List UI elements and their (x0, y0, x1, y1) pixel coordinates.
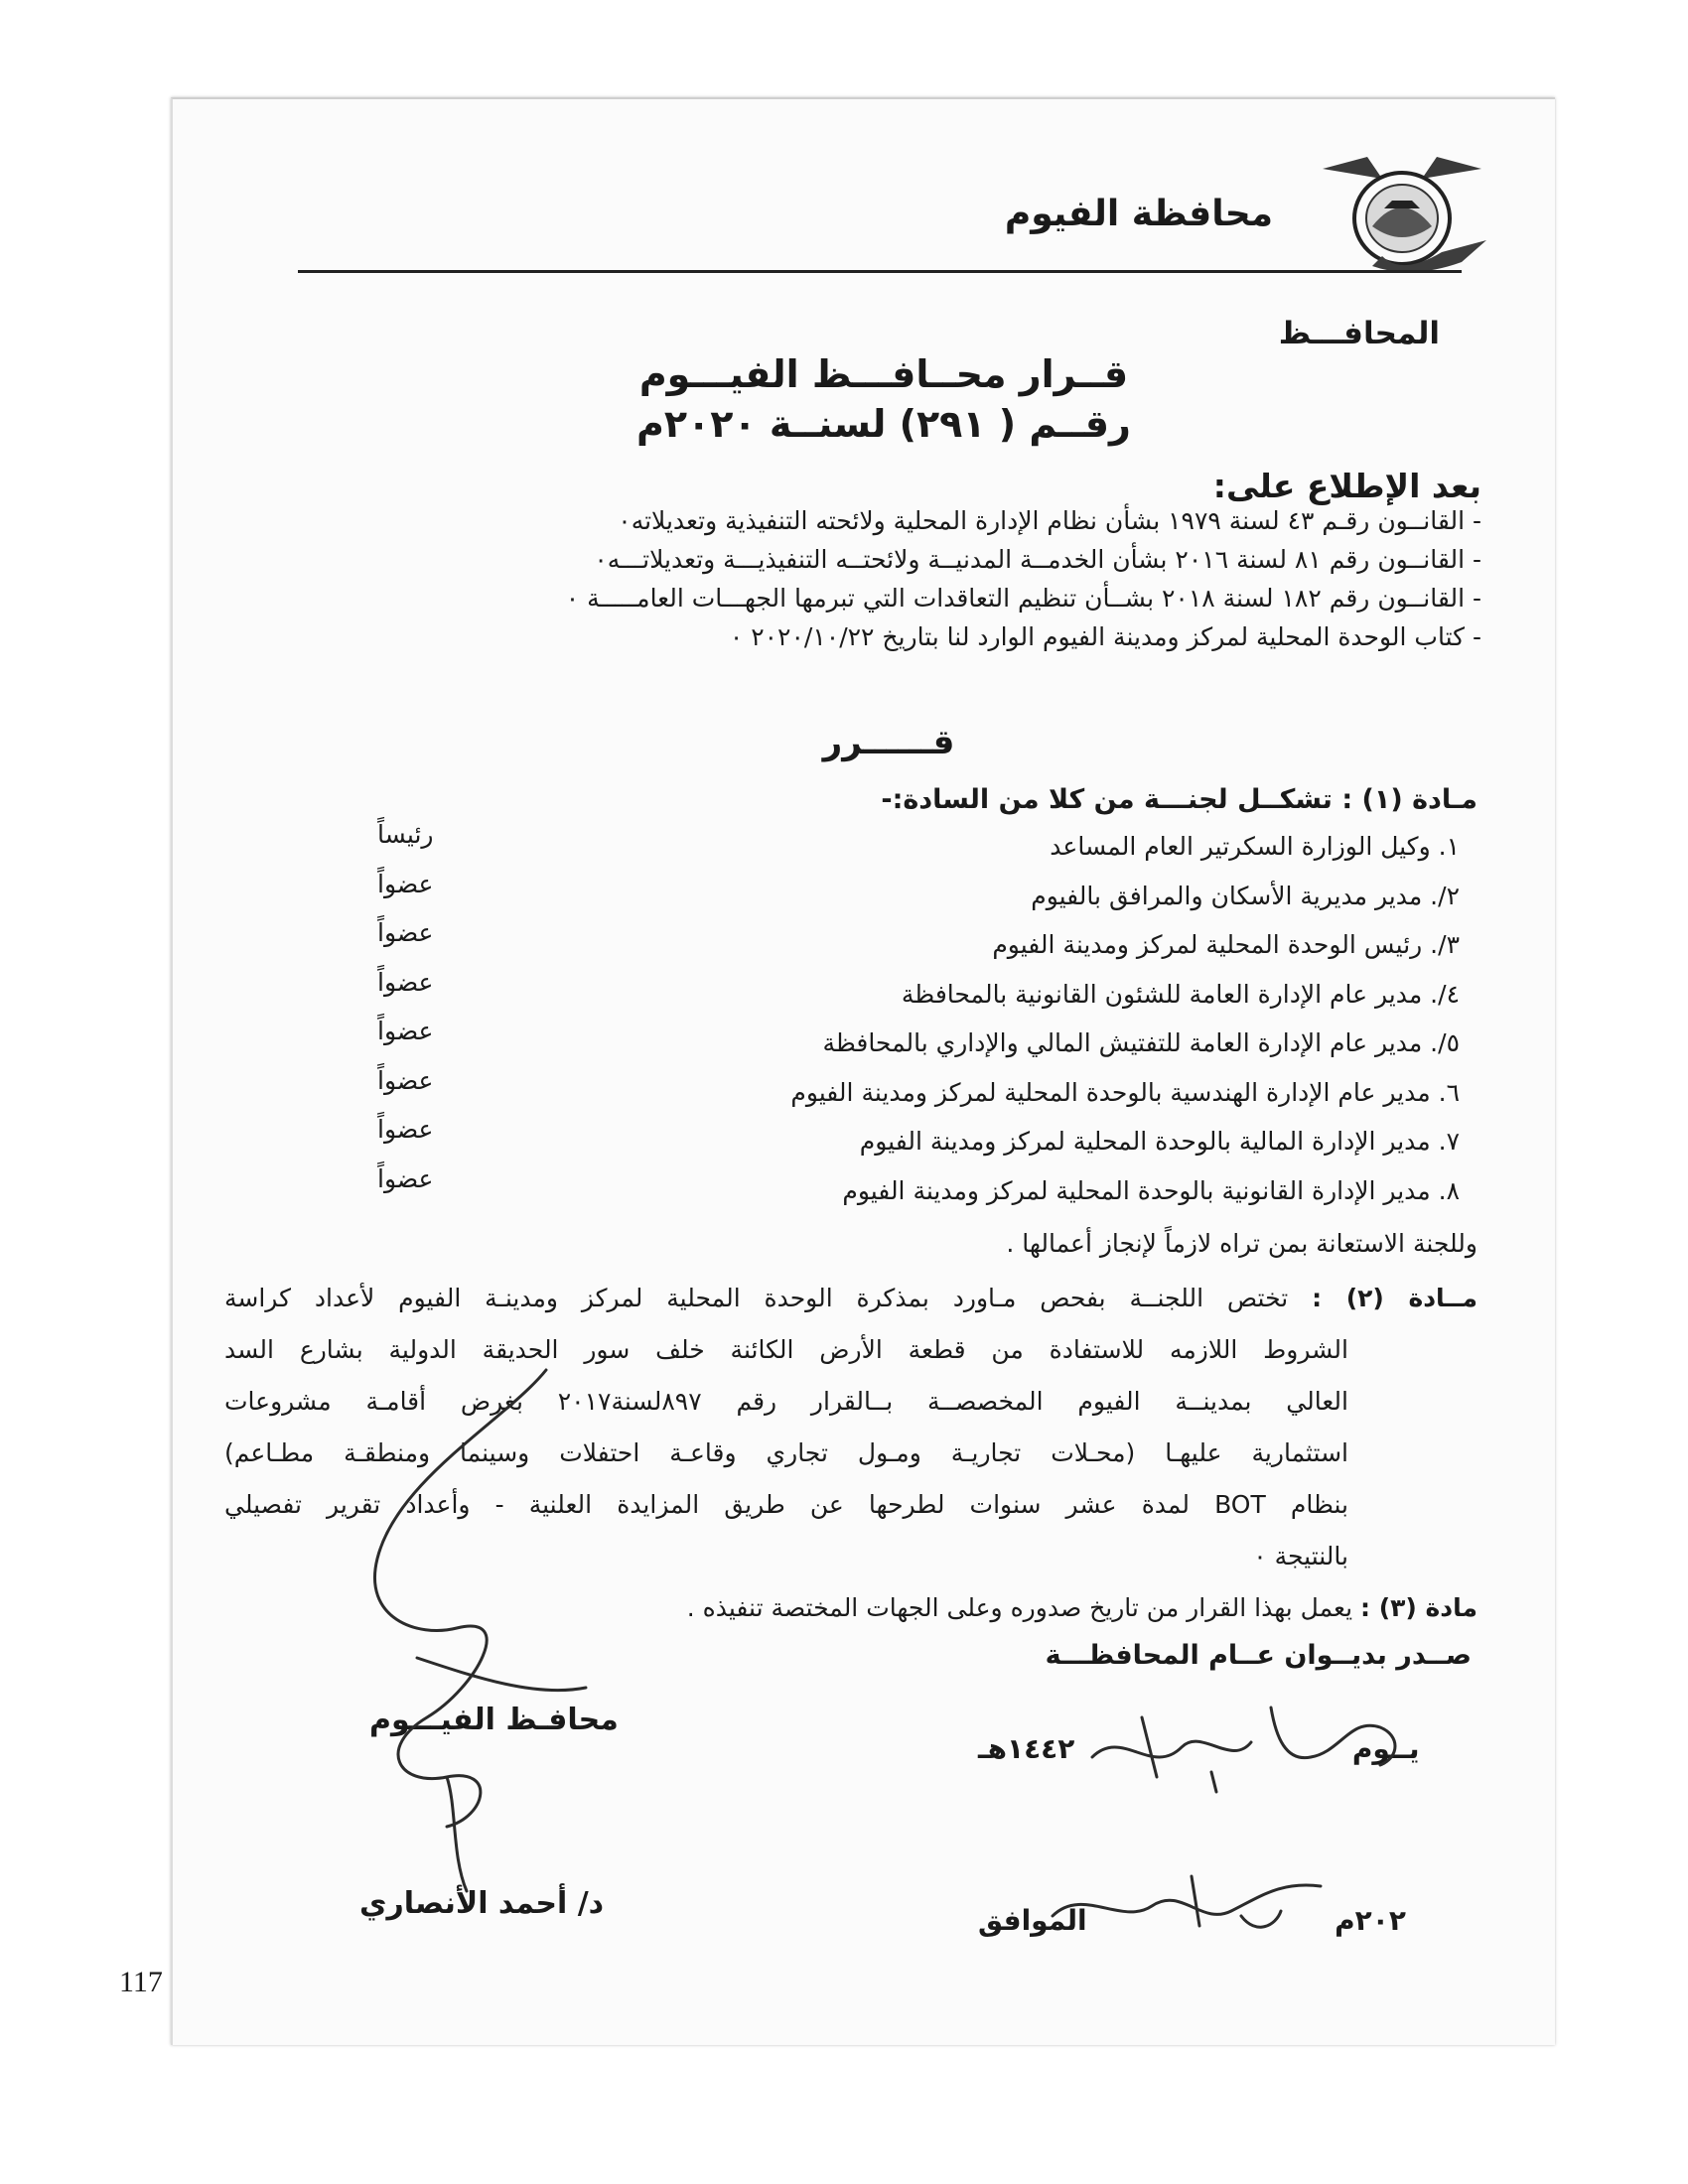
header-divider (298, 270, 1462, 273)
committee-member (377, 1065, 1460, 1122)
article-1-heading: مـادة (١) : تشكــل لجنـــة من كلا من السادة:- (881, 784, 1477, 815)
office-title: المحافـــظ (1278, 316, 1440, 351)
member-name: ٥/. مدير عام الإدارة العامة للتفتيش المالي والإداري بالمحافظة (822, 1028, 1460, 1057)
handwritten-hijri-date (1082, 1688, 1420, 1797)
reference-item: - القانــون رقـم ٤٣ لسنة ١٩٧٩ بشأن نظام الإدارة المحلية ولائحته التنفيذية وتعديلاته٠ (618, 506, 1481, 535)
article-3-label: مادة (٣) : (1360, 1593, 1477, 1622)
gregorian-date-year: ٢٠٢م (1335, 1904, 1406, 1937)
member-name: ٧. مدير الإدارة المالية بالوحدة المحلية لمركز ومدينة الفيوم (859, 1127, 1460, 1156)
decision-number: رقــم ( ٢٩١) لسنــة ٢٠٢٠م (636, 402, 1131, 446)
article-2-line: الشروط اللازمه للاستفادة من قطعة الأرض الكائنة خلف سور الحديقة الدولية بشارع السد (224, 1335, 1348, 1364)
article-2-line: استثمارية عليهـا (محـلات تجاريـة ومـول تجاري وقاعـة احتفلات وسينما ومنطقـة مطـاعم) (224, 1438, 1348, 1467)
member-role: عضواً (377, 1017, 434, 1045)
page-number: 117 (119, 1966, 163, 1998)
member-role: عضواً (377, 967, 434, 997)
signatory-title: محافـظ الفيـــوم (369, 1703, 619, 1737)
decided-heading: قــــــرر (822, 723, 955, 762)
article-2-label: مــادة (٢) : (1312, 1284, 1477, 1312)
committee-member (377, 869, 1460, 925)
handwritten-signature (357, 1360, 616, 1896)
reference-item: - القانــون رقم ١٨٢ لسنة ٢٠١٨ بشــأن تنظيم التعاقدات التي تبرمها الجهـــات العامـــــة ٠ (565, 584, 1481, 613)
article-2-line: العالي بمدينــة الفيوم المخصصــة بــالقرار رقم ٨٩٧لسنة٢٠١٧ بغرض أقامـة مشروعات (224, 1387, 1348, 1416)
member-name: ٤/. مدير عام الإدارة العامة للشئون القانونية بالمحافظة (901, 979, 1460, 1009)
article-2-line: تختص اللجنــة بفحص مـاورد بمذكرة الوحدة المحلية لمركز ومدينـة الفيوم لأعداد كراسة (224, 1284, 1289, 1312)
committee-member (377, 820, 1460, 876)
gregorian-date-prefix: الموافق (978, 1904, 1087, 1937)
issued-at: صــدر بديــوان عــام المحافظـــة (1045, 1640, 1472, 1671)
article-3 (687, 1593, 1477, 1622)
reference-item: - القانــون رقم ٨١ لسنة ٢٠١٦ بشأن الخدمــة المدنيــة ولائحتــه التنفيذيـــة وتعديلاتـــه٠ (594, 545, 1481, 574)
committee-member (377, 918, 1460, 974)
member-role: رئيساً (377, 820, 434, 849)
handwritten-gregorian-date (1043, 1866, 1340, 1946)
hijri-date-prefix: يــوم (1351, 1732, 1420, 1765)
committee-members (377, 820, 1460, 1219)
preamble-references (566, 501, 1481, 656)
governorate-name: محافظة الفيوم (1004, 194, 1273, 234)
member-role: عضواً (377, 869, 434, 898)
member-role: عضواً (377, 1163, 434, 1193)
committee-member (377, 967, 1460, 1024)
member-name: ١. وكيل الوزارة السكرتير العام المساعد (1050, 832, 1460, 861)
governorate-emblem-icon (1313, 149, 1491, 278)
article-2-first-line (224, 1273, 1477, 1324)
decision-title: قــرار محــافـــظ الفيـــوم (638, 352, 1129, 396)
member-name: ٣/. رئيس الوحدة المحلية لمركز ومدينة الفيوم (992, 930, 1460, 959)
member-name: ٦. مدير عام الإدارة الهندسية بالوحدة المحلية لمركز ومدينة الفيوم (790, 1077, 1460, 1107)
member-role: عضواً (377, 918, 434, 947)
member-role: عضواً (377, 1115, 434, 1144)
signatory-name: د/ أحمد الأنصاري (359, 1886, 605, 1921)
member-name: ٨. مدير الإدارة القانونية بالوحدة المحلية لمركز ومدينة الفيوم (842, 1175, 1460, 1205)
hijri-date-year: ١٤٤٢هـ (978, 1732, 1075, 1765)
committee-member (377, 1017, 1460, 1072)
article-2-line: بالنتيجة ٠ (1253, 1542, 1348, 1570)
member-role: عضواً (377, 1065, 434, 1095)
preamble-heading: بعد الإطلاع على: (1212, 467, 1481, 505)
article-2-line: بنظام BOT لمدة عشر سنوات لطرحها عن طريق المزايدة العلنية - وأعداد تقرير تفصيلي (224, 1490, 1348, 1519)
committee-member (377, 1115, 1460, 1170)
reference-item: - كتاب الوحدة المحلية لمركز ومدينة الفيوم الوارد لنا بتاريخ ٢٠٢٠/١٠/٢٢ ٠ (729, 622, 1481, 651)
assistance-note: وللجنة الاستعانة بمن تراه لازماً لإنجاز أعمالها . (1006, 1229, 1477, 1258)
committee-member (377, 1163, 1460, 1220)
member-name: ٢/. مدير مديرية الأسكان والمرافق بالفيوم (1031, 881, 1460, 910)
article-3-text: يعمل بهذا القرار من تاريخ صدوره وعلى الجهات المختصة تنفيذه . (686, 1593, 1353, 1622)
